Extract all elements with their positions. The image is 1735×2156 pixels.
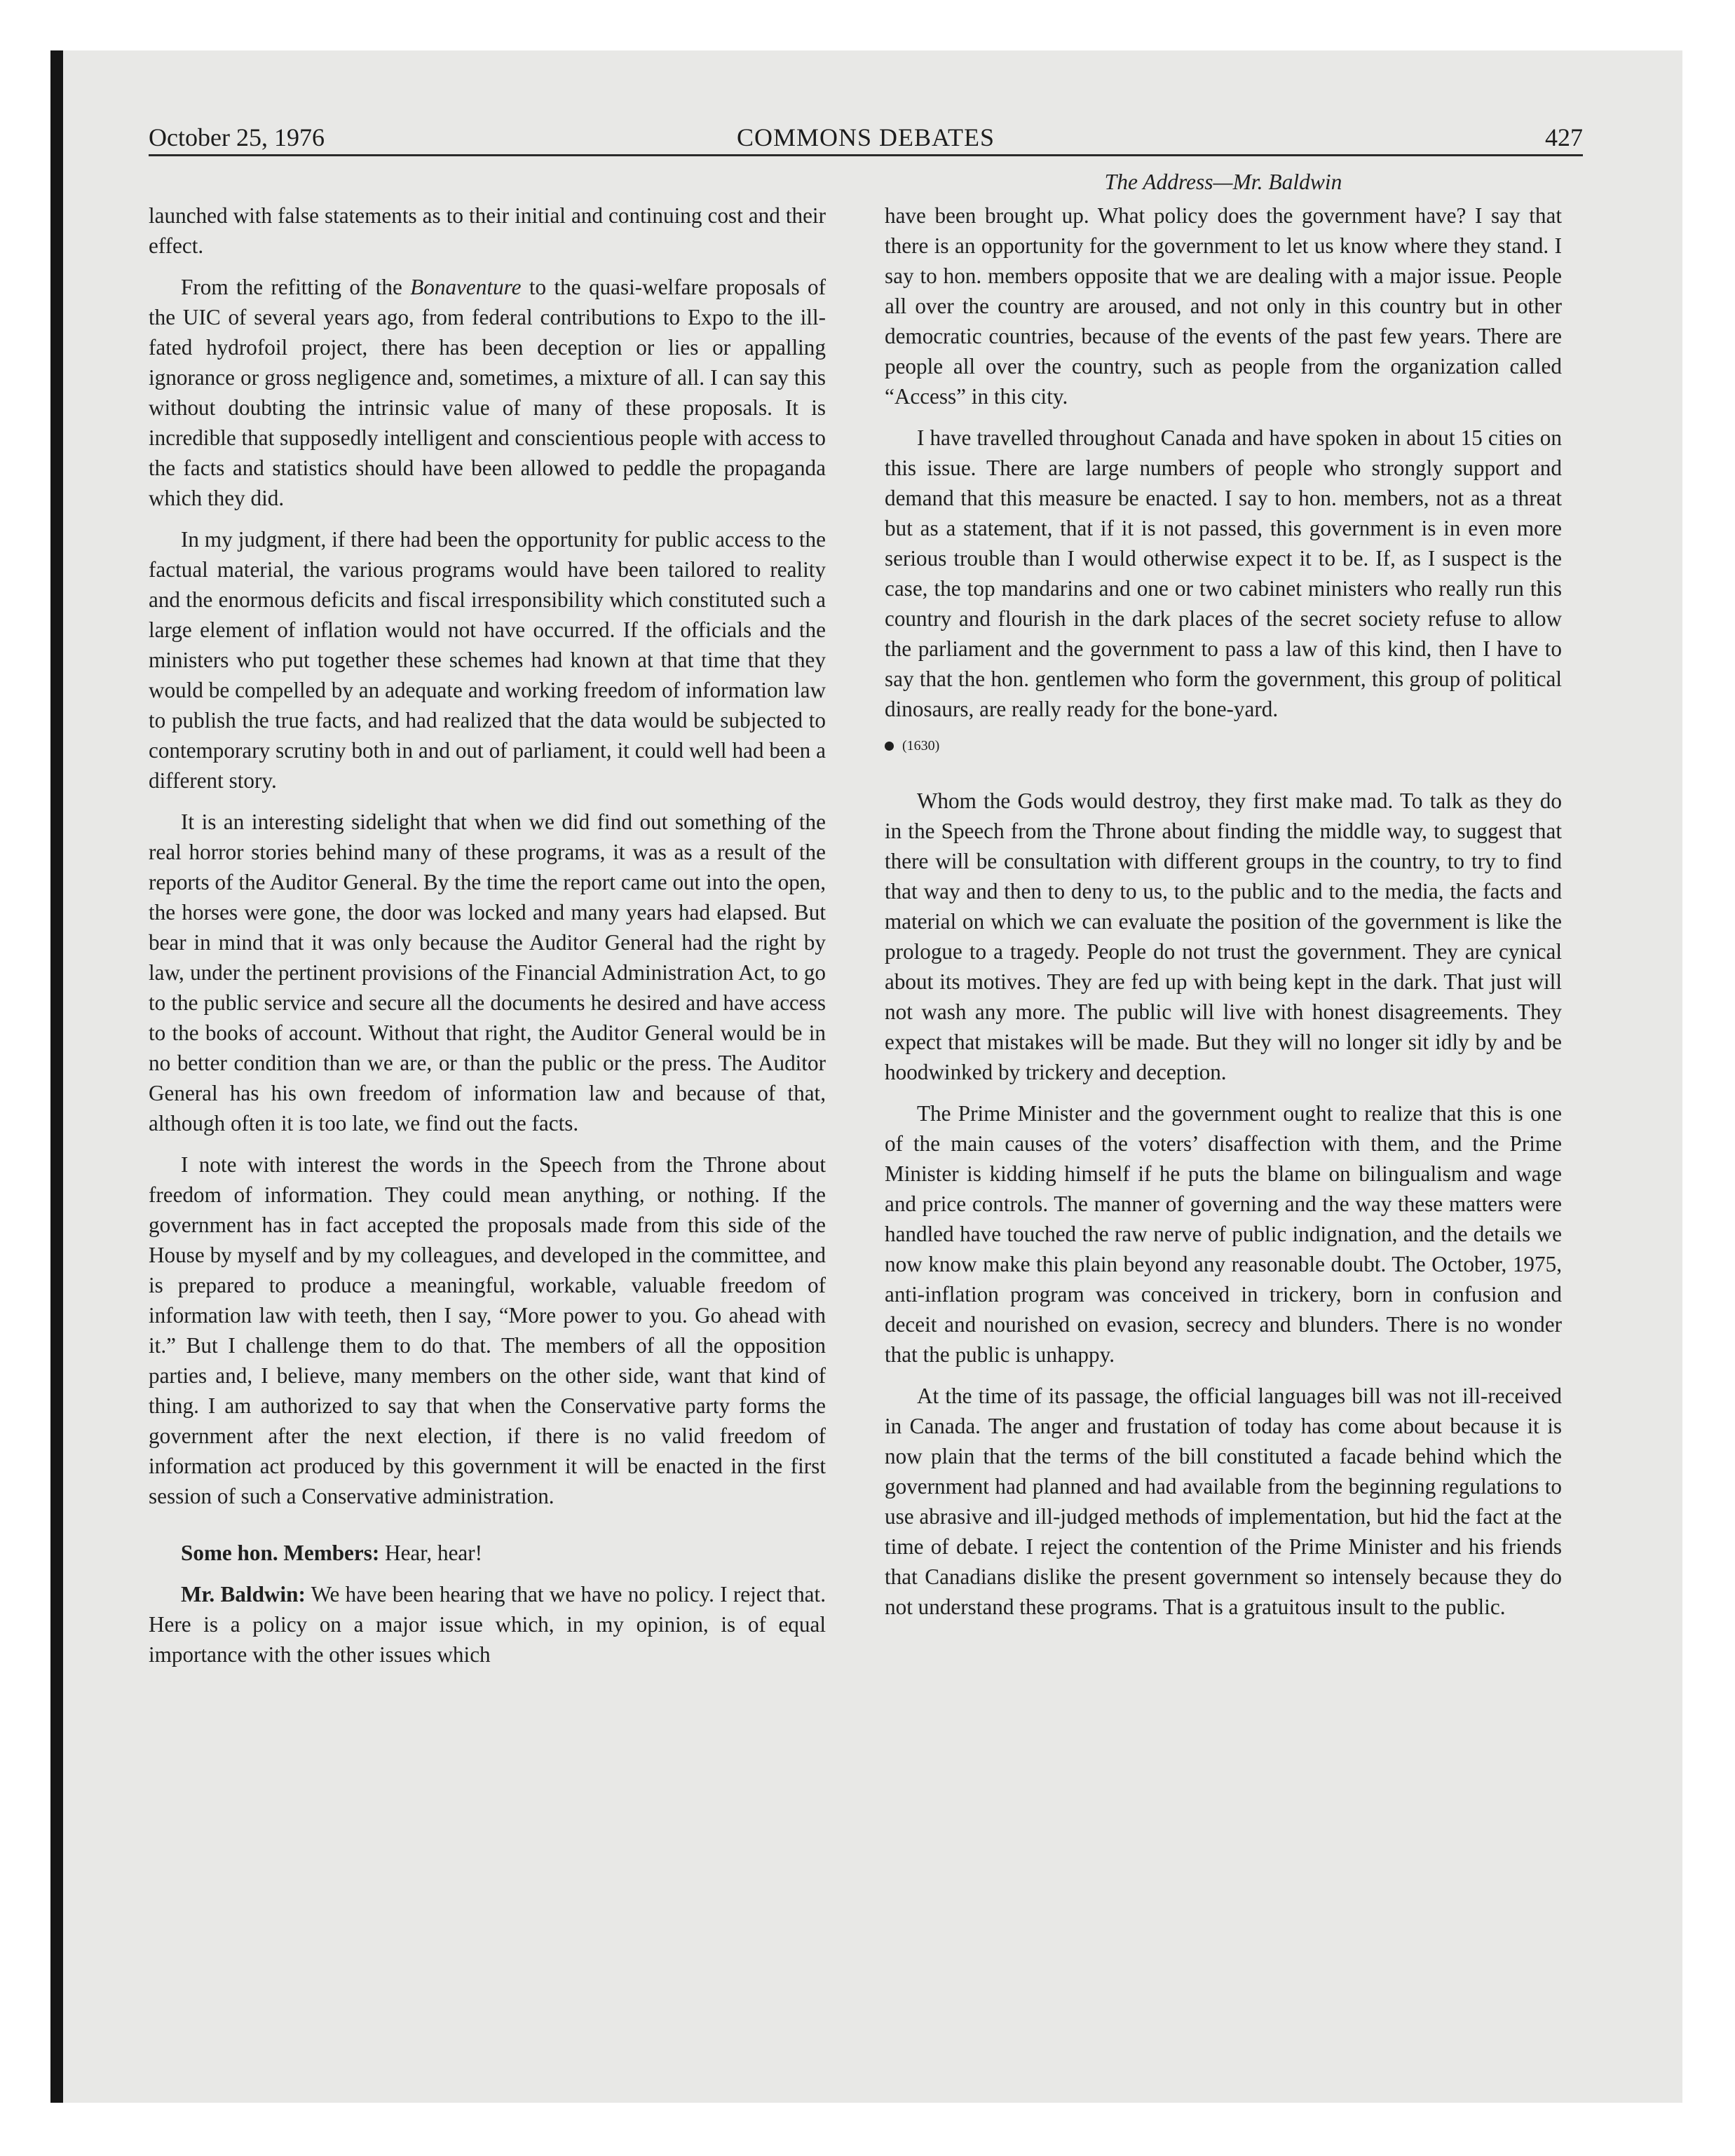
speaker-label: Some hon. Members: xyxy=(181,1541,380,1565)
header-publication-title: COMMONS DEBATES xyxy=(736,123,995,151)
left-column xyxy=(149,200,826,1681)
paragraph: launched with false statements as to their initial and continuing cost and their effect. xyxy=(149,203,826,258)
right-column xyxy=(885,165,1562,1633)
ship-name: Bonaventure xyxy=(410,275,522,299)
paragraph: The Prime Minister and the government ought to realize that this is one of the main causes of the voters’ disaffection with them, and the Prime Minister is kidding himself if he puts the blame on bilingualism and wage and price controls. The manner of governing and the way these matters were handled have touched the raw nerve of public indignation, and the details we now know make this plain beyond any reasonable doubt. The October, 1975, anti-inflation program was conceived in trickery, born in confusion and deceit and nourished on evasion, secrecy and blunders. There is no wonder that the public is unhappy. xyxy=(885,1101,1562,1367)
interjection: Some hon. Members: Hear, hear! xyxy=(181,1541,483,1565)
paragraph: have been brought up. What policy does the government have? I say that there is an opportunity for the government to let us know where they stand. I say to hon. members opposite that we are dealing with a major issue. People all over the country are aroused, and not only in this country but in other democratic countries, because of the events of the past few years. There are people all over the country, such as people from the organization called “Access” in this city. xyxy=(885,203,1562,409)
paragraph: I note with interest the words in the Speech from the Throne about freedom of information. They could mean anything, or nothing. If the government has in fact accepted the proposals made from this side of the House by myself and by my colleagues, and developed in the committee, and is prepared to produce a meaningful, workable, valuable freedom of information law with teeth, then I say, “More power to you. Go ahead with it.” But I challenge them to do that. The members of all the opposition parties and, I believe, many members on the other side, want that kind of thing. I am authorized to say that when the Conservative party forms the government after the next election, if there is no valid freedom of information act produced by this government it will be enacted in the first session of such a Conservative administration. xyxy=(149,1152,826,1508)
paragraph: It is an interesting sidelight that when we did find out something of the real horror stories behind many of these programs, it was as a result of the reports of the Auditor General. By the time the report came out into the open, the horses were gone, the door was locked and many years had elapsed. But bear in mind that it was only because the Auditor General had the right by law, under the pertinent provisions of the Financial Administration Act, to go to the public service and secure all the documents he desired and have access to the books of account. Without that right, the Auditor General would be in no better condition than we are, or than the public or the press. The Auditor General has his own freedom of information law and because of that, although often it is too late, we find out the facts. xyxy=(149,810,826,1135)
header-rule xyxy=(149,154,1583,156)
scan-binding-edge xyxy=(50,50,63,2103)
paragraph: From the refitting of the Bonaventure to the quasi-welfare proposals of the UIC of several years ago, from federal contributions to Expo to the ill-fated hydrofoil project, there has been deception or lies or appalling ignorance or gross negligence and, sometimes, a mixture of all. I can say this without doubting the intrinsic value of many of these proposals. It is incredible that supposedly intelligent and conscientious people with access to the facts and statistics should have been allowed to peddle the propaganda which they did. xyxy=(149,275,826,510)
paragraph: Mr. Baldwin: We have been hearing that we have no policy. I reject that. Here is a policy on a major issue which, in my opinion, is of equal importance with the other issues which xyxy=(149,1582,826,1667)
header-date: October 25, 1976 xyxy=(149,123,325,151)
speaker-label: Mr. Baldwin: xyxy=(181,1582,306,1606)
time-stamp-text: (1630) xyxy=(902,738,940,753)
paragraph: I have travelled throughout Canada and have spoken in about 15 cities on this issue. There are large numbers of people who strongly support and demand that this measure be enacted. I say to hon. members, not as a threat but as a statement, that if it is not passed, this government is in even more serious trouble than I would otherwise expect it to be. If, as I suspect is the case, the top mandarins and one or two cabinet ministers who really run this country and flourish in the dark places of the secret society refuse to allow the parliament and the government to pass a law of this kind, then I have to say that the hon. gentlemen who form the government, this group of political dinosaurs, are really ready for the bone-yard. xyxy=(885,425,1562,721)
header-page-number: 427 xyxy=(1545,123,1583,151)
paragraph: Whom the Gods would destroy, they first make mad. To talk as they do in the Speech from the Throne about finding the middle way, to suggest that there will be consultation with different groups in the country, to try to find that way and then to deny to us, to the public and to the media, the facts and material on which we can evaluate the position of the government is like the prologue to a tragedy. People do not trust the government. They are cynical about its motives. They are fed up with being kept in the dark. That just will not wash any more. The public will live with honest disagreements. They expect that mistakes will be made. But they will no longer sit idly by and be hoodwinked by trickery and deception. xyxy=(885,789,1562,1084)
paragraph: In my judgment, if there had been the opportunity for public access to the factual material, the various programs would have been tailored to reality and the enormous deficits and fiscal irresponsibility which constituted such a large element of inflation would not have occurred. If the officials and the ministers who put together these schemes had known at that time that they would be compelled by an adequate and working freedom of information law to publish the true facts, and had realized that the data would be subjected to contemporary scrutiny both in and out of parliament, it could well had been a different story. xyxy=(149,527,826,793)
paragraph: At the time of its passage, the official languages bill was not ill-received in Canada. The anger and frustation of today has come about because it is now plain that the terms of the bill constituted a facade behind which the government had planned and had available from the beginning regulations to use abrasive and ill-judged methods of implementation, but hid the fact at the time of debate. I reject the contention of the Prime Minister and his friends that Canadians dislike the present government so intensely because they do not understand these programs. That is a gratuitous insult to the public. xyxy=(885,1384,1562,1619)
time-stamp xyxy=(885,735,1562,756)
page-header xyxy=(149,118,1583,157)
running-head: The Address—Mr. Baldwin xyxy=(1104,170,1342,194)
bullet-icon xyxy=(885,742,894,751)
